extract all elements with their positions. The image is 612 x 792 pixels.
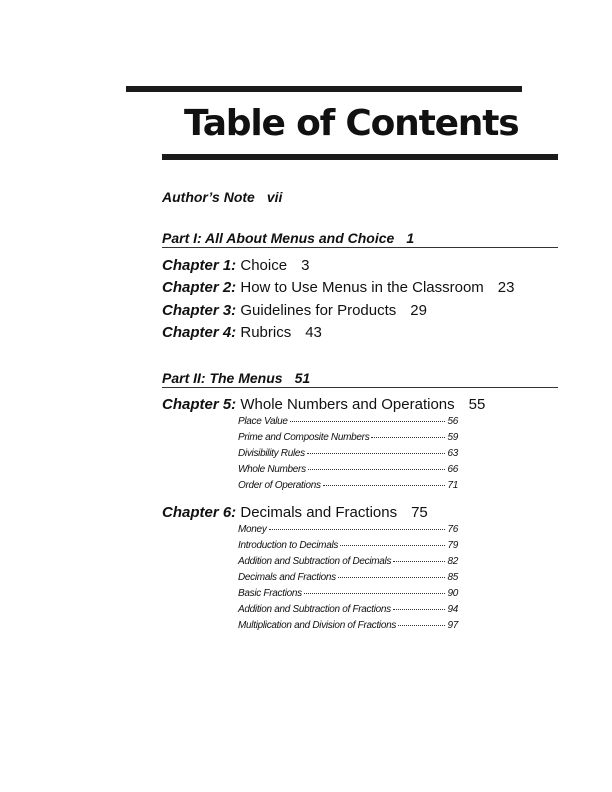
dot-leader xyxy=(393,561,445,562)
chapter-6-sections xyxy=(238,524,458,636)
dot-leader xyxy=(308,469,446,470)
toc-entry-chapter-1[interactable] xyxy=(162,257,309,274)
section-title: Decimals and Fractions xyxy=(238,572,336,583)
section-entry[interactable] xyxy=(238,604,458,620)
chapter-title: Whole Numbers and Operations xyxy=(240,396,455,413)
section-page: 90 xyxy=(447,588,458,599)
section-entry[interactable] xyxy=(238,432,458,448)
entry-page: 75 xyxy=(411,504,428,521)
dot-leader xyxy=(398,625,445,626)
section-page: 85 xyxy=(447,572,458,583)
entry-page: 23 xyxy=(497,279,515,296)
entry-page: 55 xyxy=(468,396,486,413)
chapter-label: Chapter 1: xyxy=(162,257,237,274)
section-page: 97 xyxy=(447,620,458,631)
section-page: 56 xyxy=(447,416,458,427)
toc-entry-chapter-4[interactable] xyxy=(162,324,322,341)
section-title: Prime and Composite Numbers xyxy=(238,432,370,443)
page-title: Table of Contents xyxy=(184,103,519,144)
section-entry[interactable] xyxy=(238,480,458,496)
dot-leader xyxy=(393,609,446,610)
entry-label: Author’s Note xyxy=(162,189,255,205)
section-entry[interactable] xyxy=(238,416,458,432)
entry-page: 3 xyxy=(301,257,310,274)
section-page: 71 xyxy=(447,480,458,491)
section-entry[interactable] xyxy=(238,620,458,636)
dot-leader xyxy=(290,421,446,422)
section-title: Multiplication and Division of Fractions xyxy=(238,620,397,631)
section-entry[interactable] xyxy=(238,464,458,480)
section-page: 59 xyxy=(447,432,458,443)
entry-page: 1 xyxy=(406,230,415,246)
bottom-rule xyxy=(162,154,558,160)
dot-leader xyxy=(338,577,446,578)
toc-entry-chapter-6[interactable] xyxy=(162,504,428,521)
section-title: Order of Operations xyxy=(238,480,321,491)
entry-page: 43 xyxy=(305,324,322,341)
top-rule xyxy=(126,86,522,92)
section-page: 79 xyxy=(447,540,458,551)
section-title: Divisibility Rules xyxy=(238,448,305,459)
toc-entry-authors-note[interactable] xyxy=(162,189,282,205)
dot-leader xyxy=(307,453,446,454)
dot-leader xyxy=(304,593,446,594)
dot-leader xyxy=(269,529,446,530)
section-page: 94 xyxy=(447,604,458,615)
section-page: 66 xyxy=(447,464,458,475)
section-page: 76 xyxy=(447,524,458,535)
toc-entry-chapter-2[interactable] xyxy=(162,279,514,296)
section-entry[interactable] xyxy=(238,556,458,572)
section-entry[interactable] xyxy=(238,448,458,464)
section-entry[interactable] xyxy=(238,572,458,588)
chapter-label: Chapter 3: xyxy=(162,302,237,319)
entry-label: Part II: The Menus xyxy=(162,370,283,386)
section-entry[interactable] xyxy=(238,524,458,540)
chapter-title: Rubrics xyxy=(240,324,292,341)
section-title: Basic Fractions xyxy=(238,588,302,599)
toc-entry-part-1[interactable] xyxy=(162,230,558,248)
toc-entry-chapter-3[interactable] xyxy=(162,302,427,319)
section-title: Place Value xyxy=(238,416,288,427)
section-title: Introduction to Decimals xyxy=(238,540,339,551)
entry-page: vii xyxy=(266,189,283,205)
section-title: Money xyxy=(238,524,267,535)
entry-label: Part I: All About Menus and Choice xyxy=(162,230,395,246)
entry-page: 29 xyxy=(410,302,427,319)
section-page: 63 xyxy=(447,448,458,459)
chapter-label: Chapter 6: xyxy=(162,504,237,521)
toc-entry-part-2[interactable] xyxy=(162,370,558,388)
chapter-label: Chapter 4: xyxy=(162,324,237,341)
chapter-title: Choice xyxy=(240,257,288,274)
dot-leader xyxy=(340,545,445,546)
section-title: Whole Numbers xyxy=(238,464,306,475)
toc-entry-chapter-5[interactable] xyxy=(162,396,485,413)
section-page: 82 xyxy=(447,556,458,567)
section-title: Addition and Subtraction of Fractions xyxy=(238,604,391,615)
chapter-title: Decimals and Fractions xyxy=(240,504,398,521)
chapter-title: Guidelines for Products xyxy=(240,302,397,319)
dot-leader xyxy=(323,485,446,486)
chapter-label: Chapter 5: xyxy=(162,396,237,413)
dot-leader xyxy=(371,437,445,438)
section-title: Addition and Subtraction of Decimals xyxy=(238,556,392,567)
chapter-label: Chapter 2: xyxy=(162,279,237,296)
entry-page: 51 xyxy=(294,370,311,386)
chapter-title: How to Use Menus in the Classroom xyxy=(240,279,484,296)
section-entry[interactable] xyxy=(238,540,458,556)
section-entry[interactable] xyxy=(238,588,458,604)
chapter-5-sections xyxy=(238,416,458,496)
